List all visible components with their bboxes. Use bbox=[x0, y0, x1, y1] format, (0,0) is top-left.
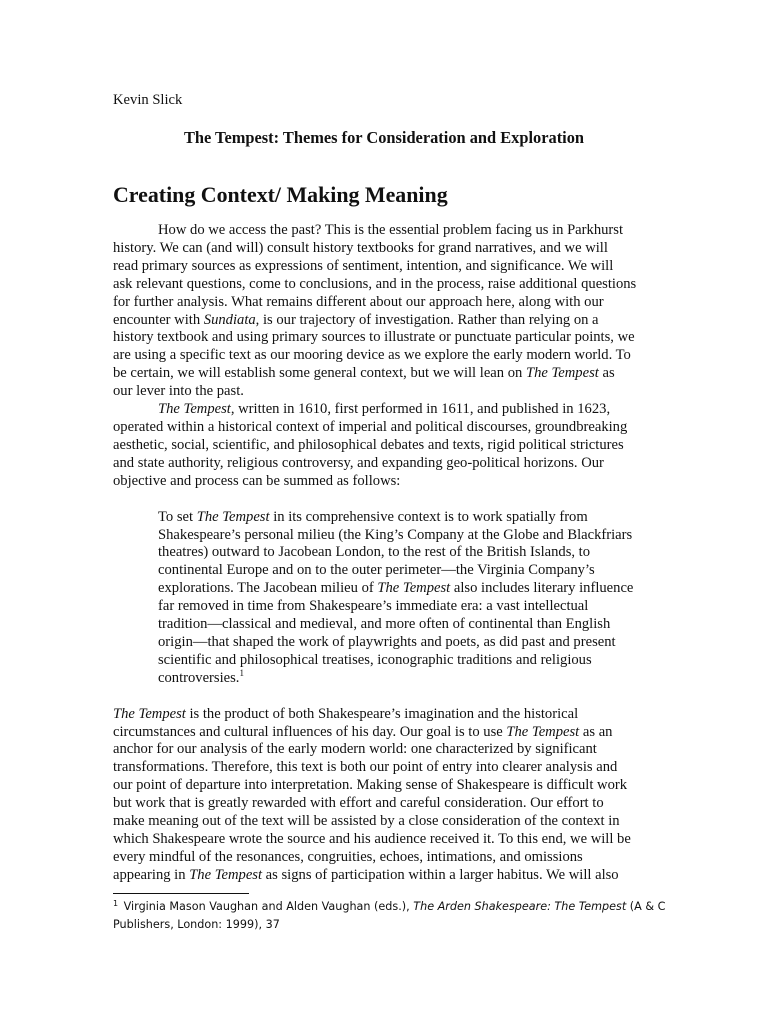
quote-line bbox=[158, 509, 655, 527]
text-run: Virginia Mason Vaughan and Alden Vaughan (eds.), bbox=[120, 900, 414, 913]
footnote-number: 1 bbox=[113, 899, 119, 908]
footnote bbox=[113, 898, 673, 933]
text-run: be certain, we will establish some general context, but we will lean on bbox=[113, 365, 526, 382]
text-run: as an bbox=[579, 723, 613, 740]
paragraph-3-line bbox=[113, 706, 655, 724]
quote-line: far removed in time from Shakespeare’s immediate era: a vast intellectual bbox=[158, 598, 589, 615]
italic-title: Sundiata bbox=[203, 311, 256, 328]
text-run: in its comprehensive context is to work spatially from bbox=[269, 508, 588, 525]
quote-line bbox=[158, 580, 655, 598]
paragraph-3-line: transformations. Therefore, this text is both our point of entry into clearer analysis and bbox=[113, 759, 618, 776]
paragraph-2-line: operated within a historical context of imperial and political discourses, groundbreaking bbox=[113, 418, 628, 435]
italic-title: The Tempest bbox=[506, 723, 580, 740]
text-run: , written in 1610, first performed in 1611, and published in 1623, bbox=[230, 401, 611, 418]
document-page bbox=[113, 92, 655, 885]
block-quote bbox=[158, 509, 655, 688]
footnote-separator bbox=[113, 893, 249, 894]
paragraph-3-line: but work that is greatly rewarded with effort and careful consideration. Our effort to bbox=[113, 795, 604, 812]
footnote-line bbox=[113, 898, 673, 916]
paragraph-1-line: our lever into the past. bbox=[113, 383, 244, 400]
paragraph-1-line bbox=[113, 365, 655, 383]
paragraph-2-line: and state authority, religious controversy, and expanding geo-political horizons. Our bbox=[113, 454, 604, 471]
text-run: explorations. The Jacobean milieu of bbox=[158, 580, 378, 597]
italic-title: The Tempest bbox=[113, 705, 186, 722]
paragraph-3-line: make meaning out of the text will be assisted by a close consideration of the context in bbox=[113, 813, 620, 830]
text-run: , is our trajectory of investigation. Rather than relying on a bbox=[255, 311, 599, 328]
text-run: circumstances and cultural influences of his day. Our goal is to use bbox=[113, 723, 507, 740]
italic-title: The Tempest bbox=[158, 401, 231, 418]
quote-line bbox=[158, 667, 655, 688]
text-run: as signs of participation within a larger habitus. We will also bbox=[262, 866, 619, 883]
text-run: (A & C bbox=[626, 900, 666, 913]
paragraph-1 bbox=[113, 222, 655, 401]
paragraph-1-line: How do we access the past? This is the essential problem facing us in Parkhurst bbox=[158, 222, 624, 238]
paragraph-3-line bbox=[113, 724, 655, 742]
paragraph-1-line: are using a specific text as our mooring device as we explore the early modern world. To bbox=[113, 347, 631, 364]
italic-title: The Tempest bbox=[377, 580, 451, 597]
paragraph-1-line bbox=[113, 312, 655, 330]
text-run: as bbox=[598, 365, 615, 382]
text-run: is the product of both Shakespeare’s imagination and the historical bbox=[185, 705, 579, 722]
text-run: also includes literary influence bbox=[450, 580, 634, 597]
document-title: The Tempest: Themes for Consideration and Exploration bbox=[183, 128, 585, 147]
paragraph-1-line: ask relevant questions, come to conclusions, and in the process, raise additional questions bbox=[113, 275, 637, 292]
text-run: encounter with bbox=[113, 311, 204, 328]
section-heading: Creating Context/ Making Meaning bbox=[113, 182, 448, 207]
quote-line: origin—that shaped the work of playwrights and poets, as did past and present bbox=[158, 633, 616, 650]
italic-title: The Tempest bbox=[189, 866, 263, 883]
text-run: appearing in bbox=[113, 866, 190, 883]
paragraph-1-line: history textbook and using primary sources to illustrate or punctuate particular points, we bbox=[113, 329, 635, 346]
paragraph-3-line: every mindful of the resonances, congruities, echoes, intimations, and omissions bbox=[113, 848, 583, 865]
paragraph-2-line: objective and process can be summed as follows: bbox=[113, 472, 401, 489]
text-run: controversies. bbox=[158, 669, 240, 686]
paragraph-2-line bbox=[113, 401, 655, 419]
footnote-reference[interactable]: 1 bbox=[239, 667, 244, 678]
paragraph-2 bbox=[113, 401, 655, 491]
text-run: To set bbox=[158, 508, 197, 525]
italic-title: The Tempest bbox=[525, 365, 599, 382]
paragraph-1-line: read primary sources as expressions of sentiment, intention, and significance. We will bbox=[113, 257, 614, 274]
quote-line: Shakespeare’s personal milieu (the King’s Company at the Globe and Blackfriars bbox=[158, 526, 633, 543]
paragraph-3 bbox=[113, 706, 655, 885]
italic-title: The Tempest bbox=[196, 508, 270, 525]
paragraph-2-line: aesthetic, social, scientific, and philosophical debates and texts, rigid political strictures bbox=[113, 436, 624, 453]
paragraph-3-line: anchor for our analysis of the early modern world: one characterized by significant bbox=[113, 741, 597, 758]
italic-title: The Arden Shakespeare: The Tempest bbox=[413, 900, 627, 913]
paragraph-3-line: our point of departure into interpretation. Making sense of Shakespeare is difficult work bbox=[113, 777, 628, 794]
quote-line: theatres) outward to Jacobean London, to the rest of the British Islands, to bbox=[158, 544, 591, 561]
quote-line: continental Europe and on to the outer perimeter—the Virginia Company’s bbox=[158, 562, 595, 579]
paragraph-1-line: history. We can (and will) consult history textbooks for grand narratives, and we will bbox=[113, 239, 608, 256]
quote-line: scientific and philosophical treatises, iconographic traditions and religious bbox=[158, 651, 592, 668]
quote-line: tradition—classical and medieval, and more often of continental than English bbox=[158, 616, 611, 633]
paragraph-3-line bbox=[113, 867, 655, 885]
footnote-line: Publishers, London: 1999), 37 bbox=[113, 917, 280, 931]
paragraph-3-line: which Shakespeare wrote the source and his audience received it. To this end, we will be bbox=[113, 831, 631, 847]
author-name: Kevin Slick bbox=[113, 92, 183, 108]
paragraph-1-line: for further analysis. What remains different about our approach here, along with our bbox=[113, 293, 604, 310]
